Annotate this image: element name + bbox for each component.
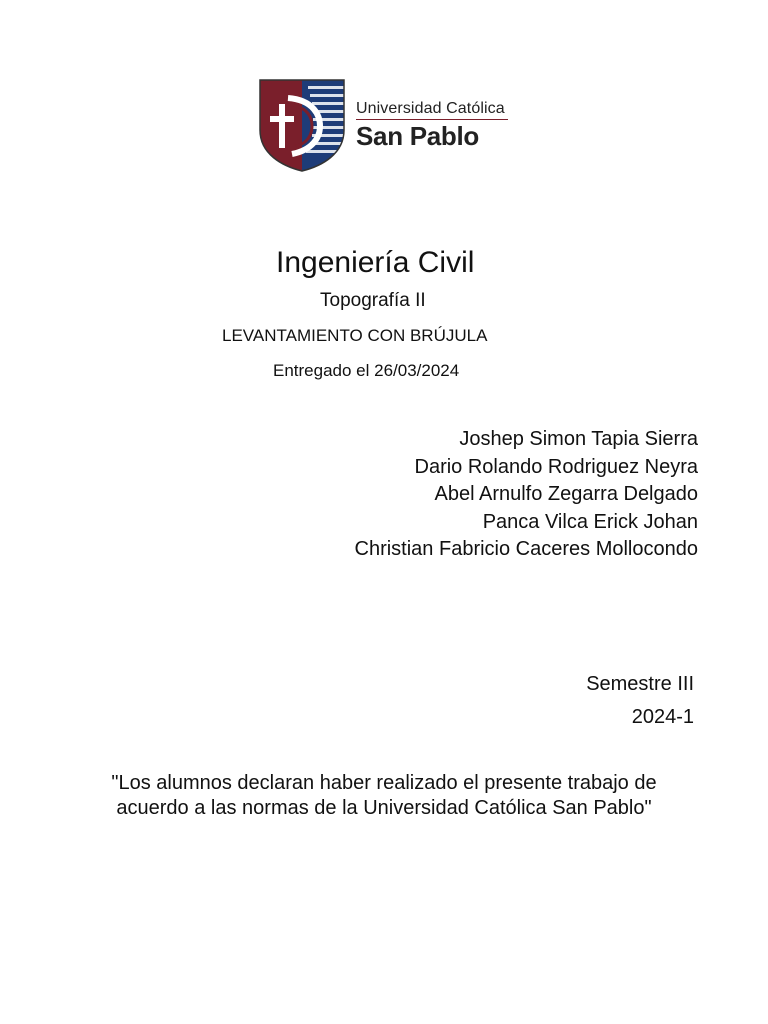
logo-divider	[356, 119, 508, 120]
declaration-line: acuerdo a las normas de la Universidad Católica San Pablo"	[116, 797, 652, 819]
author-list	[355, 426, 698, 564]
report-topic: LEVANTAMIENTO CON BRÚJULA	[222, 326, 488, 345]
semester-block	[586, 668, 694, 734]
logo-wordmark	[356, 100, 508, 150]
university-shield-icon	[258, 78, 346, 172]
integrity-declaration	[30, 771, 738, 821]
document-title: Ingeniería Civil	[276, 246, 475, 279]
author-name: Dario Rolando Rodriguez Neyra	[414, 455, 698, 478]
declaration-line: "Los alumnos declaran haber realizado el presente trabajo de	[111, 772, 657, 794]
university-logo	[258, 78, 518, 172]
author-name: Joshep Simon Tapia Sierra	[459, 428, 698, 450]
logo-university-name: San Pablo	[356, 121, 479, 151]
delivery-date: Entregado el 26/03/2024	[273, 361, 460, 380]
logo-university-label: Universidad Católica	[356, 100, 505, 117]
academic-period: 2024-1	[631, 706, 694, 728]
author-name: Panca Vilca Erick Johan	[482, 510, 698, 533]
author-name: Christian Fabricio Caceres Mollocondo	[354, 538, 698, 560]
author-name: Abel Arnulfo Zegarra Delgado	[434, 483, 698, 505]
course-name: Topografía II	[320, 290, 426, 311]
semester-label: Semestre III	[586, 673, 694, 695]
